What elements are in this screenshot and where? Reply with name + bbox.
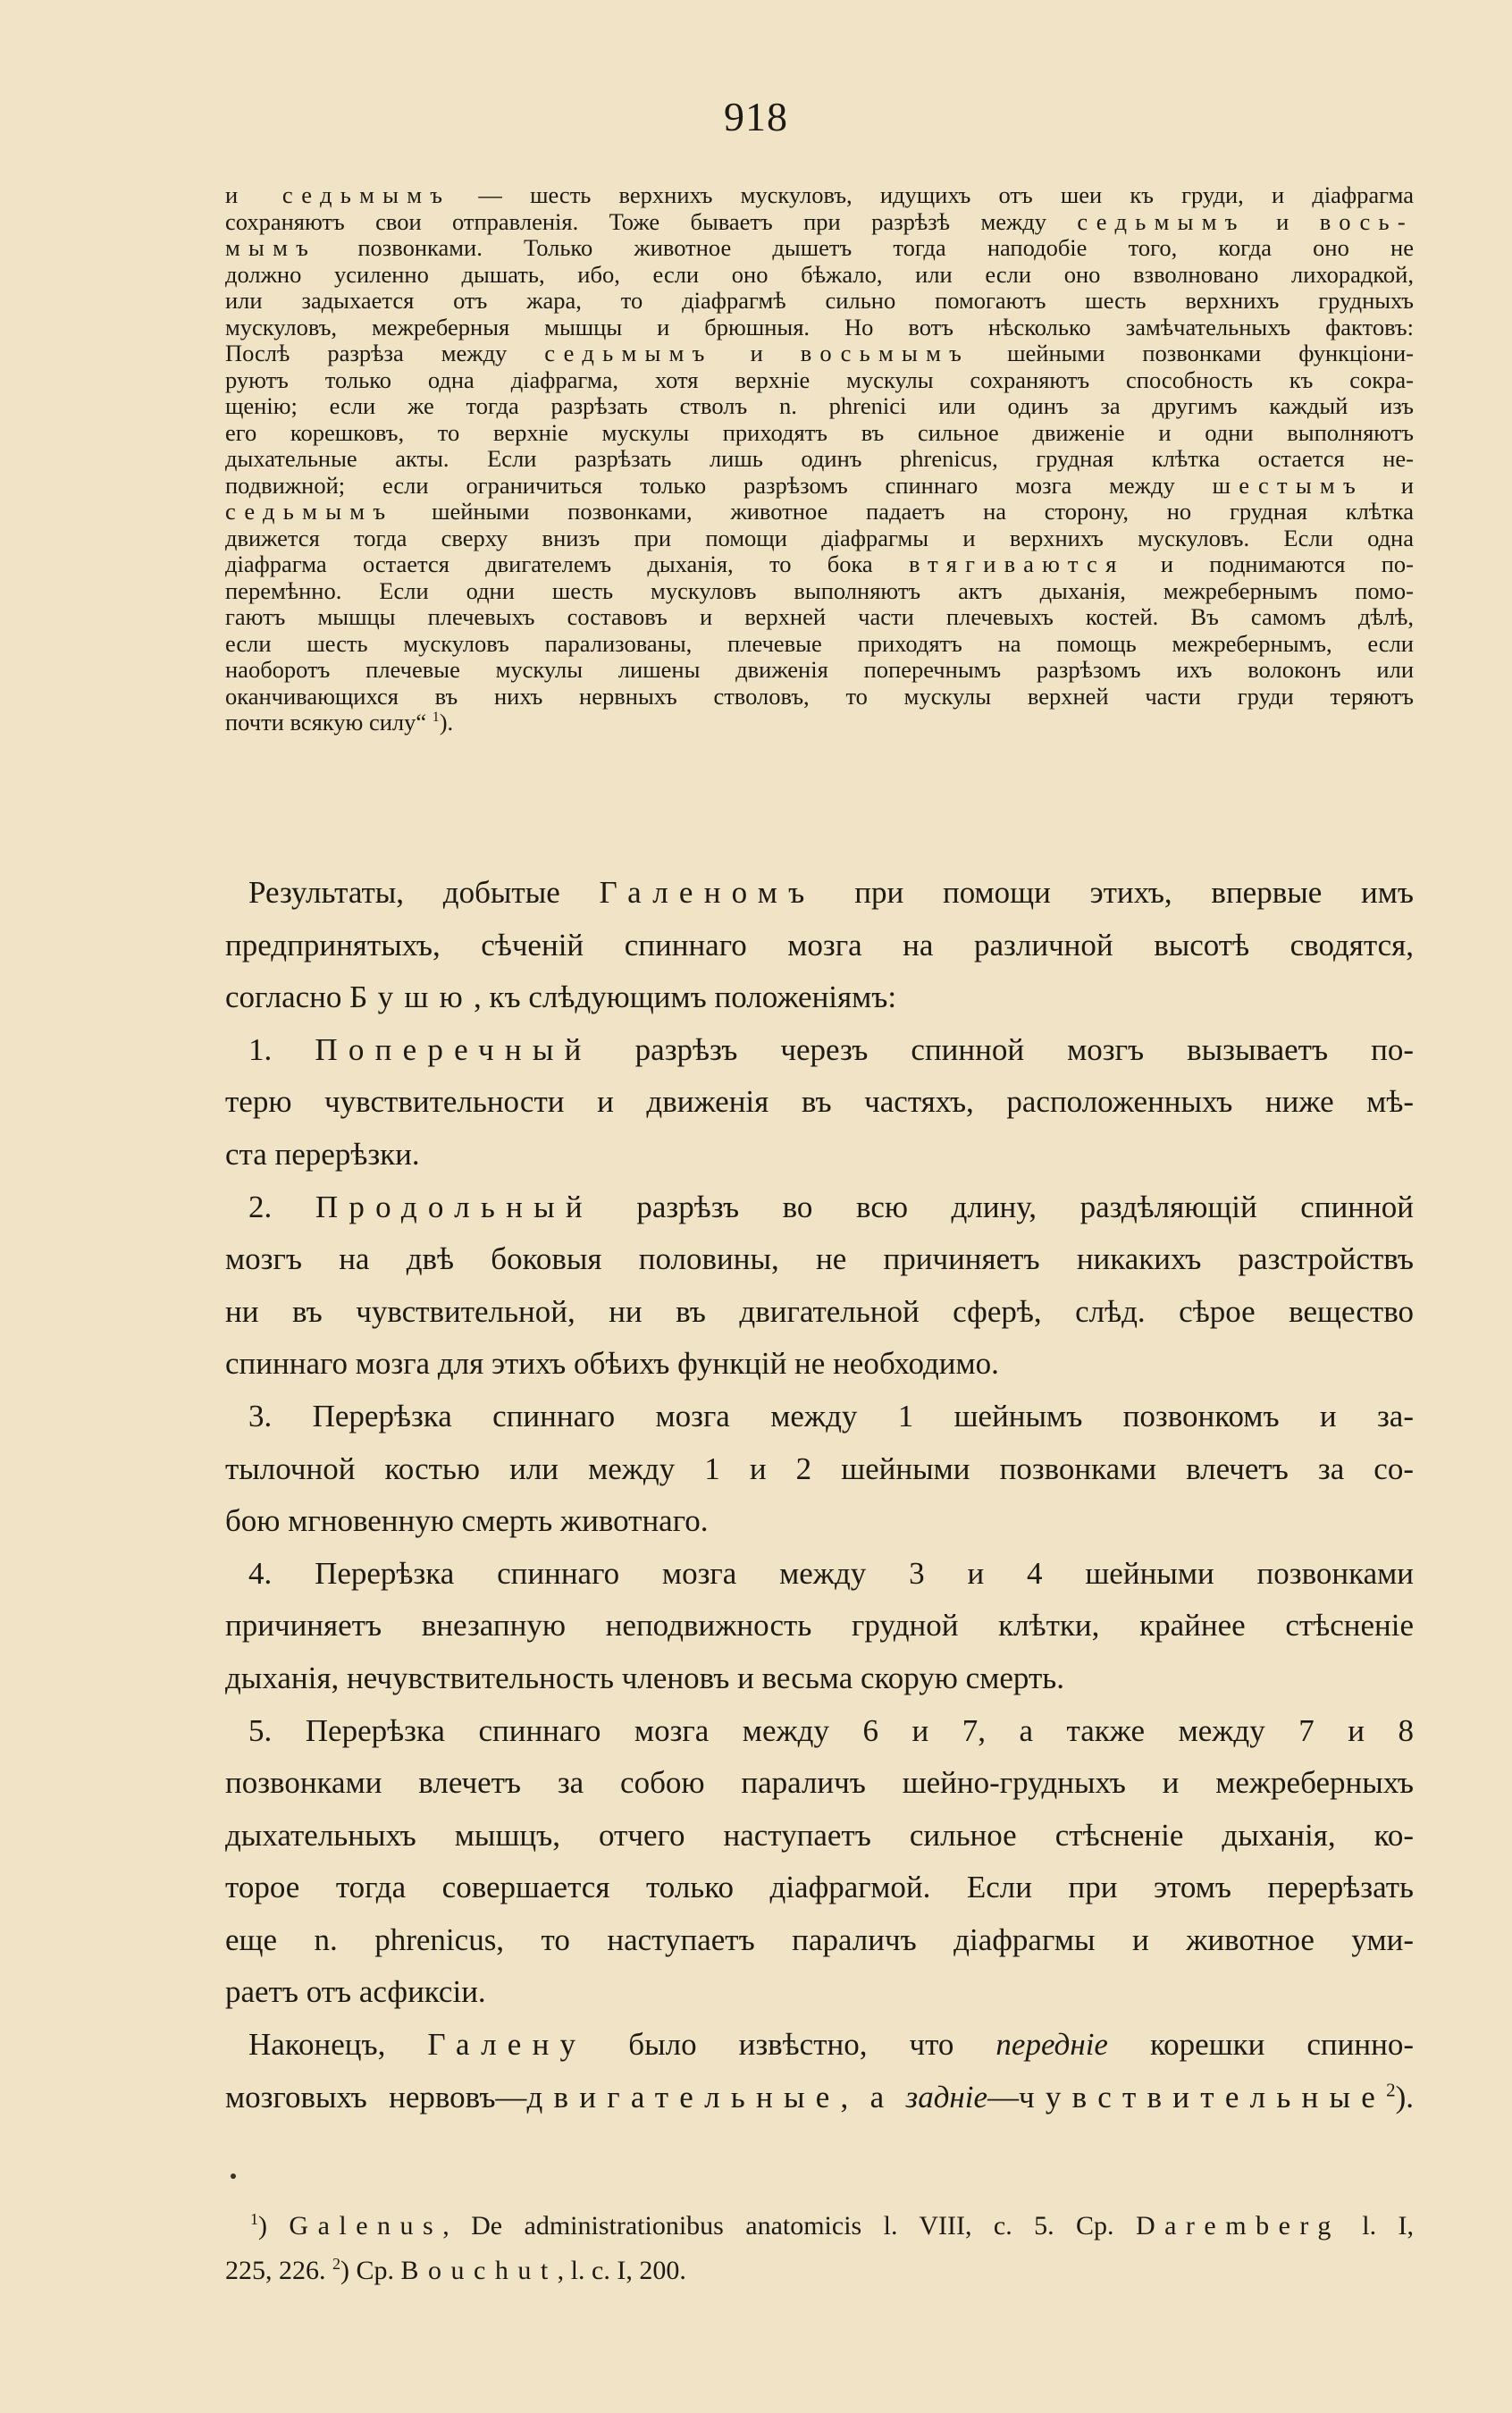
page-number: 918 — [724, 94, 788, 139]
text-line — [225, 182, 1414, 209]
text-line — [225, 1391, 1414, 1443]
text-segment: дыханія, нечувствительность членовъ и весьма скорую смерть. — [225, 1660, 1064, 1695]
text-segment: при помощи этихъ, впервые имъ — [815, 875, 1414, 910]
text-segment: тылочной костью или между 1 и 2 шейными позвонками влечетъ за со- — [225, 1450, 1414, 1486]
text-segment: руютъ только одна діафрагма, хотя верхніе мускулы сохраняютъ способность къ сокра- — [225, 366, 1414, 393]
text-segment: было извѣстно, что — [586, 2027, 996, 2063]
text-line — [225, 1233, 1414, 1286]
text-segment: торое тогда совершается только діафрагмой. Если при этомъ перерѣзать — [225, 1870, 1414, 1905]
text-segment: согласно — [225, 979, 350, 1015]
text-segment: и поднимаются по- — [1124, 551, 1414, 577]
spaced-emphasis: Поперечный — [315, 1031, 592, 1067]
text-segment: 5. Перерѣзка спиннаго мозга между 6 и 7, а также между 7 и 8 — [248, 1712, 1414, 1748]
text-line — [225, 920, 1414, 972]
text-segment: дыхательныхъ мышцъ, отчего наступаетъ сильное стѣсненіе дыханія, ко- — [225, 1817, 1414, 1853]
text-line — [225, 1652, 1414, 1705]
text-line — [225, 1914, 1414, 1967]
text-segment: шейными позвонками функціони- — [970, 341, 1414, 366]
text-line — [225, 1757, 1414, 1810]
text-line — [225, 446, 1414, 473]
text-line — [225, 684, 1414, 710]
text-line — [225, 971, 1414, 1024]
text-segment: позвонками влечетъ за собою параличъ шейно-грудныхъ и межреберныхъ — [225, 1765, 1414, 1801]
text-segment: Послѣ разрѣза между — [225, 341, 545, 366]
spaced-emphasis: восьмымъ — [800, 341, 970, 366]
text-segment: дыхательные акты. Если разрѣзать лишь одинъ phrenicus, грудная клѣтка остается не- — [225, 446, 1414, 472]
text-segment: и — [712, 341, 801, 366]
text-line — [225, 1443, 1414, 1496]
text-segment: ). — [439, 710, 454, 736]
text-segment: наоборотъ плечевые мускулы лишены движенія поперечнымъ разрѣзомъ ихъ волоконъ или — [225, 657, 1414, 683]
text-segment: шейными позвонками, животное падаетъ на сторону, но грудная клѣтка — [393, 499, 1414, 525]
text-line — [225, 262, 1414, 289]
text-line — [225, 525, 1414, 552]
text-line — [225, 578, 1414, 605]
text-segment: 225, 226. — [225, 2256, 332, 2285]
text-segment: и — [1363, 472, 1414, 499]
text-segment: l. I, — [1340, 2211, 1414, 2241]
text-line — [225, 867, 1414, 920]
footnote-ref: 1 — [250, 2210, 258, 2228]
text-segment: спиннаго мозга для этихъ обѣихъ функцій не необходимо. — [225, 1346, 999, 1382]
text-segment: діафрагма остается двигателемъ дыханія, то бока — [225, 551, 909, 577]
text-segment: позвонками. Только животное дышетъ тогда наподобіе того, когда оно не — [316, 235, 1414, 261]
text-line — [225, 393, 1414, 420]
main-text — [225, 867, 1414, 2123]
text-segment: терю чувствительности и движенія въ частяхъ, расположенныхъ ниже мѣ- — [225, 1084, 1414, 1120]
text-line — [225, 604, 1414, 631]
spaced-emphasis: втягиваются — [908, 551, 1125, 577]
text-line — [225, 1129, 1414, 1181]
text-line — [225, 367, 1414, 394]
text-segment: , De administrationibus anatomicis l. VIII, c. 5. Ср. — [442, 2211, 1136, 2241]
text-segment: корешки спинно- — [1107, 2027, 1414, 2063]
text-segment: Результаты, добытые — [248, 875, 600, 910]
spaced-emphasis: чувствительные — [1019, 2079, 1387, 2115]
text-line — [225, 1548, 1414, 1601]
spaced-emphasis: Daremberg — [1135, 2211, 1340, 2241]
spaced-emphasis: Galenus — [289, 2211, 443, 2241]
text-line — [225, 341, 1414, 367]
text-line — [225, 657, 1414, 684]
spaced-emphasis: Bouchut — [400, 2256, 558, 2285]
text-segment: должно усиленно дышать, ибо, если оно бѣжало, или если оно взволновано лихорадкой, — [225, 261, 1414, 288]
text-segment: подвижной; если ограничиться только разрѣзомъ спиннаго мозга между — [225, 472, 1213, 499]
text-line — [225, 1966, 1414, 2019]
text-line — [225, 420, 1414, 447]
text-segment: перемѣнно. Если одни шесть мускуловъ выполняютъ актъ дыханія, межребернымъ помо- — [225, 577, 1414, 604]
text-segment: 4. Перерѣзка спиннаго мозга между 3 и 4 шейными позвонками — [248, 1555, 1414, 1591]
text-line — [225, 2249, 1414, 2293]
text-segment: причиняетъ внезапную неподвижность грудной клѣтки, крайнее стѣсненіе — [225, 1608, 1414, 1644]
text-line — [225, 1286, 1414, 1339]
text-line — [225, 315, 1414, 341]
spaced-emphasis: Галену — [427, 2027, 587, 2063]
footnotes — [225, 2204, 1414, 2293]
text-segment: ) Ср. — [340, 2256, 401, 2285]
text-segment: ста перерѣзки. — [225, 1136, 420, 1172]
text-segment: гаютъ мышцы плечевыхъ составовъ и верхней части плечевыхъ костей. Въ самомъ дѣлѣ, — [225, 604, 1414, 630]
text-segment: его корешковъ, то верхніе мускулы приходятъ въ сильное движеніе и одни выполняютъ — [225, 419, 1414, 446]
text-line — [225, 2019, 1414, 2072]
spaced-emphasis: мымъ — [225, 235, 317, 261]
text-line — [225, 209, 1414, 236]
text-segment: мускуловъ, межреберныя мышцы и брюшныя. Но вотъ нѣсколько замѣчательныхъ фактовъ: — [225, 314, 1414, 341]
text-segment: ). — [1395, 2079, 1414, 2115]
footnote-ref: 2 — [332, 2255, 340, 2273]
text-segment: еще n. phrenicus, то наступаетъ параличъ діафрагмы и животное уми- — [225, 1921, 1414, 1957]
spaced-emphasis: шестымъ — [1212, 472, 1364, 499]
text-line — [225, 1810, 1414, 1862]
text-segment: , l. c. I, 200. — [557, 2256, 686, 2285]
footnote-ref: 2 — [1386, 2079, 1396, 2100]
text-segment: бою мгновенную смерть животнаго. — [225, 1503, 709, 1539]
text-segment: — шесть верхнихъ мускуловъ, идущихъ отъ шеи къ груди, и діафрагма — [450, 182, 1414, 208]
text-segment: разрѣзъ черезъ спинной мозгъ вызываетъ по- — [592, 1031, 1414, 1067]
text-segment: 1. — [248, 1031, 315, 1067]
text-segment: 3. Перерѣзка спиннаго мозга между 1 шейнымъ позвонкомъ и за- — [248, 1398, 1414, 1434]
text-line — [225, 1862, 1414, 1914]
text-line — [225, 631, 1414, 658]
text-line — [225, 473, 1414, 500]
quoted-passage — [225, 182, 1414, 736]
text-line — [225, 1338, 1414, 1391]
spaced-emphasis: Галеномъ — [599, 875, 816, 910]
text-segment: оканчивающихся въ нихъ нервныхъ стволовъ, то мускулы верхней части груди теряютъ — [225, 683, 1414, 710]
footnote-ref: 1 — [432, 710, 440, 726]
text-segment: если шесть мускуловъ парализованы, плечевые приходятъ на помощь межребернымъ, если — [225, 630, 1414, 657]
text-line — [225, 1024, 1414, 1077]
text-segment: или задыхается отъ жара, то діафрагмѣ сильно помогаютъ шесть верхнихъ грудныхъ — [225, 288, 1414, 314]
text-segment: , а — [840, 2079, 906, 2115]
text-segment: , къ слѣдующимъ положеніямъ: — [473, 979, 897, 1015]
text-segment: раетъ отъ асфиксіи. — [225, 1974, 486, 2010]
spaced-emphasis: Бушю — [349, 979, 474, 1015]
text-segment: — — [987, 2079, 1020, 2115]
spaced-emphasis: седьмымъ — [1077, 208, 1246, 235]
text-line — [225, 2072, 1414, 2124]
text-line — [225, 1705, 1414, 1758]
spaced-emphasis: вось- — [1319, 208, 1414, 235]
text-segment: ни въ чувствительной, ни въ двигательной сферѣ, слѣд. сѣрое вещество — [225, 1293, 1414, 1329]
text-line — [225, 1495, 1414, 1548]
text-line — [225, 499, 1414, 525]
spaced-emphasis: и седьмымъ — [225, 182, 451, 208]
spaced-emphasis: двигательные — [526, 2079, 841, 2115]
spaced-emphasis: седьмымъ — [544, 341, 713, 366]
text-line — [225, 710, 1414, 736]
text-segment: предпринятыхъ, сѣченій спиннаго мозга на различной высотѣ сводятся, — [225, 927, 1414, 963]
text-segment: Наконецъ, — [248, 2027, 428, 2063]
text-segment: сохраняютъ свои отправленія. Тоже бываетъ при разрѣзѣ между — [225, 208, 1078, 235]
text-segment: мозговыхъ нервовъ— — [225, 2079, 527, 2115]
italic-term: передніе — [995, 2027, 1108, 2063]
text-segment: и — [1245, 208, 1320, 235]
text-line — [225, 551, 1414, 578]
text-segment: движется тогда сверху внизъ при помощи діафрагмы и верхнихъ мускуловъ. Если одна — [225, 525, 1414, 551]
text-line — [225, 235, 1414, 262]
text-segment: мозгъ на двѣ боковыя половины, не причиняетъ никакихъ разстройствъ — [225, 1241, 1414, 1277]
text-segment: разрѣзъ во всю длину, раздѣляющій спинной — [592, 1189, 1414, 1224]
text-segment: почти всякую силу“ — [225, 710, 433, 736]
text-segment: 2. — [248, 1189, 315, 1224]
italic-term: задніе — [905, 2079, 988, 2115]
text-segment: ) — [258, 2211, 290, 2241]
text-line — [225, 288, 1414, 315]
spaced-emphasis: Продольный — [315, 1189, 593, 1224]
text-line — [225, 1181, 1414, 1234]
text-line — [225, 1600, 1414, 1652]
text-segment: щенію; если же тогда разрѣзать стволъ n. phrenici или одинъ за другимъ каждый изъ — [225, 393, 1414, 419]
footnote-divider — [231, 2173, 236, 2179]
text-line — [225, 2204, 1414, 2249]
text-line — [225, 1076, 1414, 1129]
spaced-emphasis: седьмымъ — [225, 499, 394, 525]
